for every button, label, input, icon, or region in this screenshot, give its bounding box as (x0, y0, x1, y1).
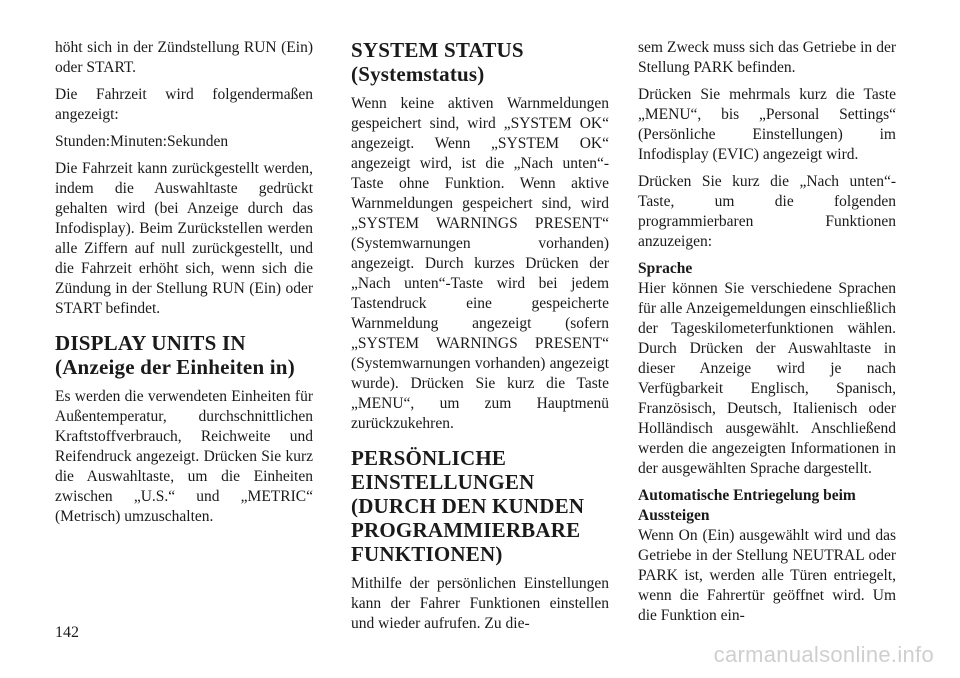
heading-text: PERSÖNLICHE EINSTELLUNGEN (DURCH DEN KUNDEN PROGRAMMIERBARE (351, 446, 585, 542)
subheading-text: Automatische Entriegelung beim Aussteigen (638, 487, 856, 524)
heading-subtitle: (Systemstatus) (351, 62, 485, 86)
watermark: carmanualsonline.info (713, 642, 934, 667)
paragraph: Hier können Sie verschiedene Sprachen für alle Anzeigemeldungen einschließlich der Tageskilometerfunktionen wählen. Durch Drücken der Auswahltaste in dieser Anzeige wird je nach Verfügbarkeit Englisch, Spanisch, Französisch, Deutsch, Italienisch oder Holländisch ausgewählt. Anschließend werden die angezeigten Informationen in der ausgewählten Sprache dargestellt. (638, 280, 896, 477)
paragraph: Stunden:Minuten:Sekunden (55, 133, 229, 150)
paragraph: Die Fahrzeit kann zurückgestellt werden, indem die Auswahltaste gedrückt gehalten wird (bei Anzeige durch das Infodisplay). Beim Zurückstellen werden alle Ziffern auf null zurückgestellt, und die Fahrzeit erhöht sich, wenn sich die Zündung in der Stellung RUN (Ein) oder START befindet. (55, 160, 313, 317)
paragraph: Drücken Sie kurz die „Nach unten“-Taste, um die folgenden programmierbaren Funktionen anzuzeigen: (638, 173, 896, 250)
subheading-auto-unlock (638, 486, 896, 526)
heading-subtitle: (Anzeige der Einheiten in) (55, 355, 295, 379)
heading-text: DISPLAY UNITS IN (55, 331, 246, 355)
heading-text: SYSTEM STATUS (351, 38, 524, 62)
heading-system-status (351, 38, 609, 86)
paragraph: Es werden die verwendeten Einheiten für Außentemperatur, durchschnittlichen Kraftstoffverbrauch, Reichweite und Reifendruck angezeigt. Drücken Sie kurz die Auswahltaste, um die Einheiten zwischen „U.S.“ und „METRIC“ (Metrisch) umzuschalten. (55, 388, 313, 525)
paragraph: sem Zweck muss sich das Getriebe in der Stellung PARK befinden. (638, 39, 896, 76)
heading-display-units (55, 331, 313, 379)
paragraph: höht sich in der Zündstellung RUN (Ein) oder START. (55, 39, 313, 76)
column-middle (351, 38, 609, 641)
paragraph: Drücken Sie mehrmals kurz die Taste „MENU“, bis „Personal Settings“ (Persönliche Einstellungen) im Infodisplay (EVIC) angezeigt wird. (638, 86, 896, 163)
column-left (55, 38, 313, 534)
paragraph: Mithilfe der persönlichen Einstellungen kann der Fahrer Funktionen einstellen und wieder aufrufen. Zu die- (351, 575, 609, 632)
column-right (638, 38, 896, 633)
subheading-language (638, 259, 896, 279)
page-number: 142 (55, 624, 79, 641)
heading-personal-settings (351, 446, 609, 566)
paragraph: Wenn keine aktiven Warnmeldungen gespeichert sind, wird „SYSTEM OK“ angezeigt. Wenn „SYSTEM OK“ angezeigt wird, ist die „Nach unten“-Taste ohne Funktion. Wenn aktive Warnmeldungen gespeichert sind, wird „SYSTEM WARNINGS PRESENT“ (Systemwarnungen vorhanden) angezeigt. Durch kurzes Drücken der „Nach unten“-Taste wird bei jedem Tastendruck eine gespeicherte Warnmeldung angezeigt (sofern „SYSTEM WARNINGS PRESENT“ (Systemwarnungen vorhanden) angezeigt wurde). Drücken Sie kurz die Taste „MENU“, um zum Hauptmenü zurückzukehren. (351, 95, 609, 432)
paragraph: Wenn On (Ein) ausgewählt wird und das Getriebe in der Stellung NEUTRAL oder PARK ist, werden alle Türen entriegelt, wenn die Fahrertür geöffnet wird. Um die Funktion ein- (638, 527, 896, 624)
heading-subtitle: FUNKTIONEN) (351, 542, 503, 566)
subheading-text: Sprache (638, 260, 693, 277)
paragraph: Die Fahrzeit wird folgendermaßen angezeigt: (55, 86, 313, 123)
